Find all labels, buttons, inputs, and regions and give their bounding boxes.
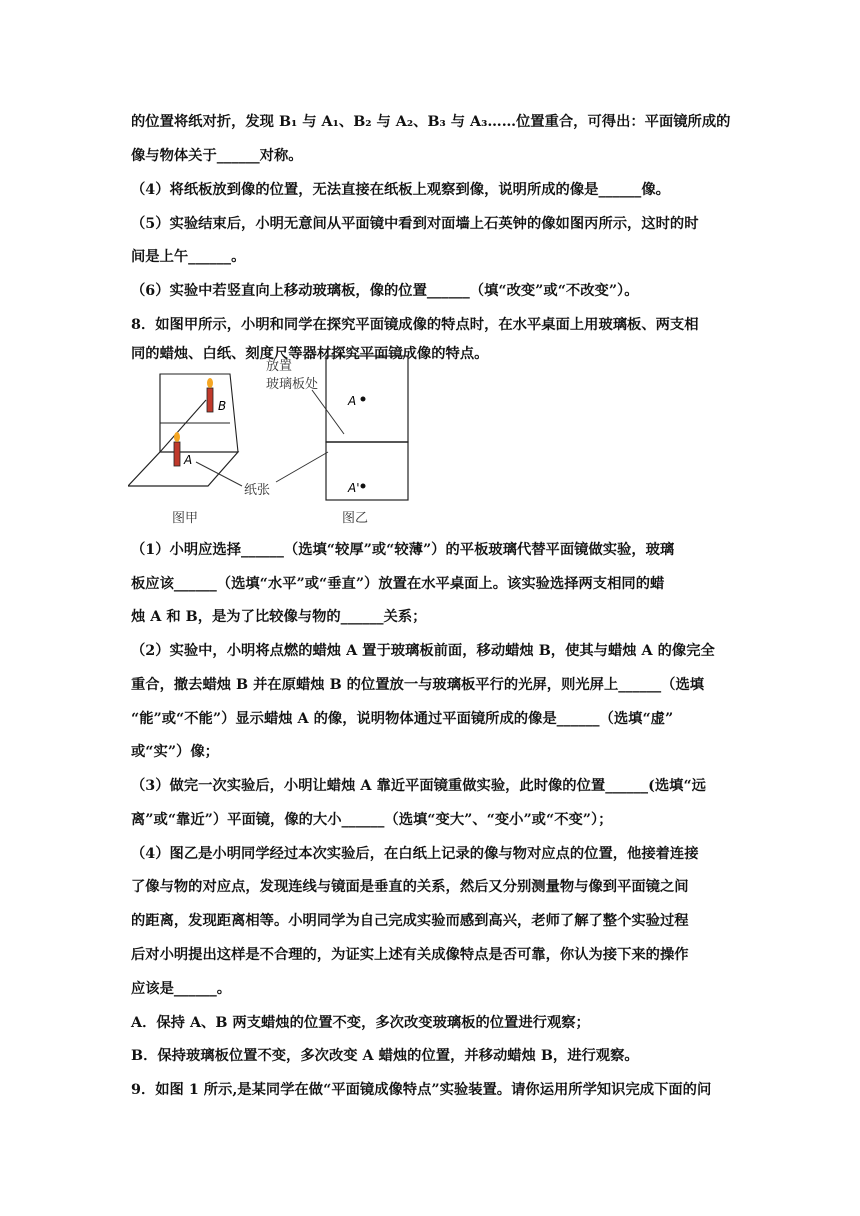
q8-part4-line2: 了像与物的对应点，发现连线与镜面是垂直的关系，然后又分别测量物与像到平面镜之间: [131, 879, 689, 895]
glass-label-line2: 玻璃板处: [266, 377, 319, 392]
glass-label-line1: 放置: [266, 359, 293, 374]
q8-part3-line2: 离”或“靠近”）平面镜，像的大小______（选填“变大”、“变小”或“不变”）；: [131, 812, 613, 828]
paper-sheet: [128, 452, 238, 486]
point-a: [361, 397, 366, 402]
point-a-prime-label: A': [348, 481, 360, 495]
q8-part1-line1: （1）小明应选择______（选填“较厚”或“较薄”）的平板玻璃代替平面镜做实验，玻璃: [131, 542, 675, 558]
experiment-figure: [128, 352, 418, 527]
paper-pointer-left: [196, 462, 242, 486]
candle-b-label: B: [218, 399, 227, 413]
text-line-4: （5）实验结束后，小明无意间从平面镜中看到对面墙上石英钟的像如图丙所示，这时的时: [131, 216, 699, 232]
paper-bottom-half: [326, 442, 408, 500]
question-8-line-2: 同的蜡烛、白纸、刻度尺等器材探究平面镜成像的特点。: [131, 346, 489, 362]
text-line-5: 间是上午______。: [131, 249, 246, 265]
q8-part4-line5: 应该是______。: [131, 981, 232, 997]
q8-part2-line3: “能”或“不能”）显示蜡烛 A 的像，说明物体通过平面镜所成的像是______（选填“虚”: [131, 711, 674, 727]
text-line-6: （6）实验中若竖直向上移动玻璃板，像的位置______（填“改变”或“不改变”）。: [131, 283, 639, 299]
paper-pointer-right: [276, 452, 328, 482]
paper-top-half: [326, 356, 408, 442]
q8-part4-line1: （4）图乙是小明同学经过本次实验后，在白纸上记录的像与物对应点的位置，他接着连接: [131, 846, 699, 862]
paper-label: 纸张: [244, 483, 271, 498]
text-line-2: 像与物体关于______对称。: [131, 148, 303, 164]
q8-part1-line2: 板应该______（选填“水平”或“垂直”）放置在水平桌面上。该实验选择两支相同的蜡: [131, 576, 665, 592]
candle-b-flame: [207, 378, 213, 388]
option-b: B．保持玻璃板位置不变，多次改变 A 蜡烛的位置，并移动蜡烛 B，进行观察。: [131, 1048, 639, 1064]
glass-plate-back: [160, 374, 238, 452]
candle-a-label: A: [184, 453, 193, 467]
point-a-label: A: [348, 394, 357, 408]
question-9-line-1: 9．如图 1 所示,是某同学在做“平面镜成像特点”实验装置。请你运用所学知识完成下面的问: [131, 1082, 712, 1098]
glass-label-pointer: [312, 390, 344, 434]
candle-a: [174, 442, 180, 466]
q8-part4-line4: 后对小明提出这样是不合理的，为证实上述有关成像特点是否可靠，你认为接下来的操作: [131, 947, 689, 963]
candle-b: [207, 388, 213, 412]
q8-part1-line3: 烛 A 和 B，是为了比较像与物的______关系；: [131, 609, 427, 625]
caption-figure-yi: 图乙: [342, 511, 369, 526]
glass-plate-edge: [160, 400, 206, 452]
text-line-3: （4）将纸板放到像的位置，无法直接在纸板上观察到像，说明所成的像是______像。: [131, 182, 670, 198]
experiment-diagram: [128, 352, 418, 527]
candle-a-flame: [174, 432, 180, 442]
q8-part2-line4: 或“实”）像；: [131, 744, 219, 760]
caption-figure-jia: 图甲: [172, 511, 199, 526]
question-8-line-1: 8．如图甲所示，小明和同学在探究平面镜成像的特点时，在水平桌面上用玻璃板、两支相: [131, 317, 699, 333]
option-a: A．保持 A、B 两支蜡烛的位置不变，多次改变玻璃板的位置进行观察；: [131, 1015, 590, 1031]
q8-part4-line3: 的距离，发现距离相等。小明同学为自己完成实验而感到高兴，老师了解了整个实验过程: [131, 913, 689, 929]
q8-part3-line1: （3）做完一次实验后，小明让蜡烛 A 靠近平面镜重做实验，此时像的位置______(选填“远: [131, 778, 706, 794]
q8-part2-line2: 重合，撤去蜡烛 B 并在原蜡烛 B 的位置放一与玻璃板平行的光屏，则光屏上______（选填: [131, 677, 705, 693]
point-a-prime: [361, 484, 366, 489]
text-line-1: 的位置将纸对折，发现 B₁ 与 A₁、B₂ 与 A₂、B₃ 与 A₃……位置重合，可得出：平面镜所成的: [131, 114, 731, 130]
q8-part2-line1: （2）实验中，小明将点燃的蜡烛 A 置于玻璃板前面，移动蜡烛 B，使其与蜡烛 A 的像完全: [131, 643, 715, 659]
